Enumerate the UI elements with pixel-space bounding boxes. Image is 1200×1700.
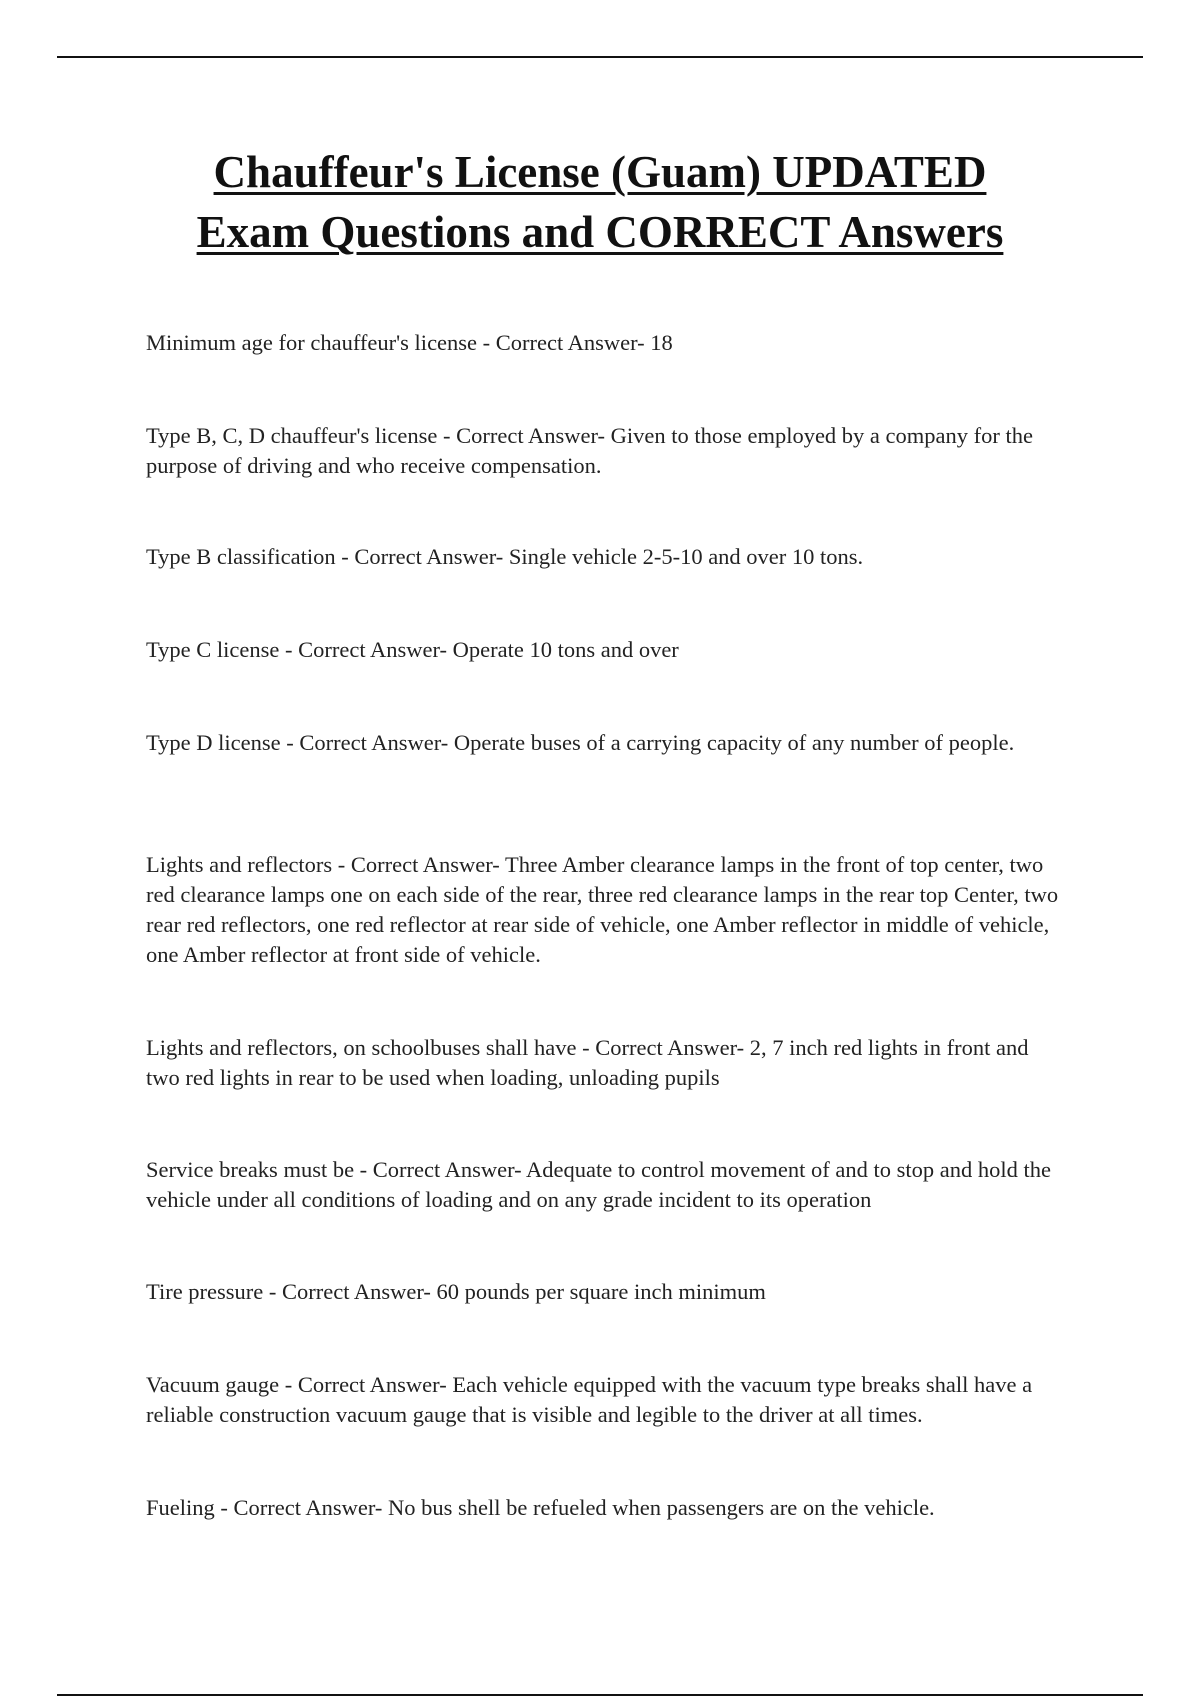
qa-item-schoolbus-lights: Lights and reflectors, on schoolbuses shall have - Correct Answer- 2, 7 inch red lights in front and two red lights in rear to be used when loading, unloading pupils [146,1035,1029,1090]
qa-item-service-breaks: Service breaks must be - Correct Answer- Adequate to control movement of and to stop and hold the vehicle under all conditions of loading and on any grade incident to its operation [146,1157,1051,1212]
title-line-2: Exam Questions and CORRECT Answers [196,207,1004,257]
bottom-rule [57,1694,1143,1696]
qa-item-type-bcd: Type B, C, D chauffeur's license - Correct Answer- Given to those employed by a company for the purpose of driving and who receive compensation. [146,423,1033,478]
page-title [0,142,1200,262]
qa-item-fueling: Fueling - Correct Answer- No bus shell be refueled when passengers are on the vehicle. [146,1495,935,1520]
title-line-1: Chauffeur's License (Guam) UPDATED [213,147,987,197]
qa-item-min-age: Minimum age for chauffeur's license - Correct Answer- 18 [146,330,673,355]
qa-item-tire-pressure: Tire pressure - Correct Answer- 60 pounds per square inch minimum [146,1279,766,1304]
qa-item-type-c: Type C license - Correct Answer- Operate 10 tons and over [146,637,679,662]
qa-item-vacuum-gauge: Vacuum gauge - Correct Answer- Each vehicle equipped with the vacuum type breaks shall have a reliable construction vacuum gauge that is visible and legible to the driver at all times. [146,1372,1033,1427]
qa-item-lights-reflectors: Lights and reflectors - Correct Answer- Three Amber clearance lamps in the front of top center, two red clearance lamps one on each side of the rear, three red clearance lamps in the rear top Center, two rear red reflectors, one red reflector at rear side of vehicle, one Amber reflector in middle of vehicle, one Amber reflector at front side of vehicle. [146,852,1059,967]
top-rule [57,56,1143,58]
qa-item-type-d: Type D license - Correct Answer- Operate buses of a carrying capacity of any number of people. [146,730,1015,755]
qa-item-type-b: Type B classification - Correct Answer- Single vehicle 2-5-10 and over 10 tons. [146,544,864,569]
